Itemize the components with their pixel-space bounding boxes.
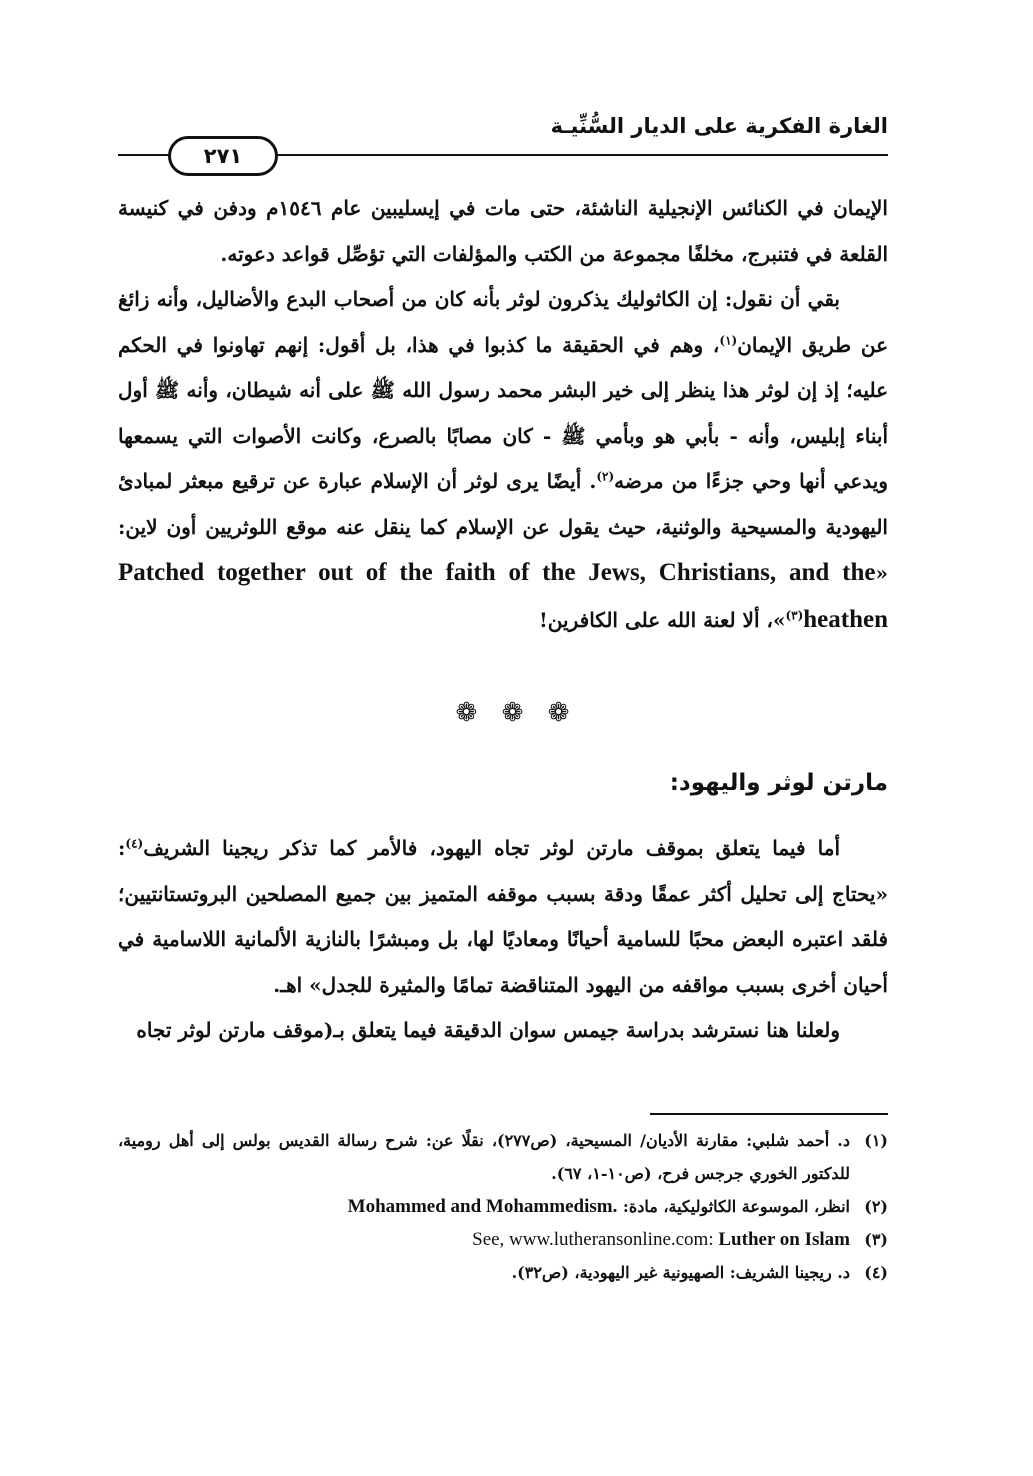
section-text bbox=[118, 826, 888, 1054]
footnote-text: انظر، الموسوعة الكاثوليكية، مادة: bbox=[617, 1197, 850, 1216]
footnotes bbox=[118, 1124, 888, 1289]
english-quote: Patched together out of the faith of the Jews, Christians, and the heathen bbox=[118, 559, 888, 633]
footnote-text: د. ريجينا الشريف: الصهيونية غير اليهودية، (ص٣٢). bbox=[511, 1263, 850, 1282]
footnote-4 bbox=[118, 1256, 888, 1289]
text-run: ، وهم في الحقيقة ما كذبوا في هذا، بل أقول: إنهم تهاونوا في الحكم عليه؛ إذ إن لوثر هذا ينظر إلى خير البشر محمد رسول الله ﷺ على أنه شيطان، وأنه ﷺ أول أبناء إبليس، وأنه - بأبي هو وبأمي ﷺ - كان مصابًا بالصرع، وكانت الأصوات التي يسمعها ويدعي أنها وحي جزءًا من مرضه bbox=[118, 332, 888, 493]
paragraph-4: ولعلنا هنا نسترشد بدراسة جيمس سوان الدقيقة فيما يتعلق بـ(موقف مارتن لوثر تجاه bbox=[136, 1018, 840, 1042]
footnote-3 bbox=[118, 1223, 888, 1256]
footnote-url[interactable]: See, www.lutheransonline.com: bbox=[472, 1229, 719, 1250]
footnote-number: (٢) bbox=[864, 1197, 888, 1216]
section-ornament: ❁ ❁ ❁ bbox=[455, 698, 578, 728]
page-number: ٢٧١ bbox=[168, 136, 278, 176]
footnote-english: Mohammed and Mohammedism. bbox=[347, 1196, 618, 1217]
footnote-2 bbox=[118, 1190, 888, 1223]
footnote-english bbox=[472, 1229, 850, 1250]
text-run: . أيضًا يرى لوثر أن الإسلام عبارة عن ترقيع مبعثر لمبادئ اليهودية والمسيحية والوثنية، حيث يقول عن الإسلام كما ينقل عنه موقع اللوثريين أون لاين: « bbox=[118, 469, 888, 585]
footnote-ref-3[interactable]: (٣) bbox=[785, 607, 804, 622]
footnote-ref-2[interactable]: (٢) bbox=[596, 469, 615, 484]
section-heading: مارتن لوثر واليهود: bbox=[669, 770, 888, 796]
footnote-1 bbox=[118, 1124, 888, 1190]
footnote-ref-4[interactable]: (٤) bbox=[125, 836, 144, 851]
paragraph-3 bbox=[118, 826, 888, 1008]
running-title: الغارة الفكرية على الديار السُّنِّيـة bbox=[550, 114, 888, 138]
footnote-english-title: Luther on Islam bbox=[718, 1229, 850, 1250]
page-header bbox=[118, 100, 888, 170]
footnote-ref-1[interactable]: (١) bbox=[719, 332, 738, 347]
main-text bbox=[118, 186, 888, 643]
text-run: : «يحتاج إلى تحليل أكثر عمقًا ودقة بسبب موقفه المتميز بين جميع المصلحين البروتستانتيين؛ فلقد اعتبره البعض محبًا للسامية أحيانًا ومعاديًا لها، بل ومبشرًا بالنازية الألمانية اللاسامية في أحيان أخرى بسبب مواقفه من اليهود المتناقضة تمامًا والمثيرة للجدل» اهـ. bbox=[118, 836, 888, 997]
footnote-rule bbox=[650, 1113, 888, 1115]
paragraph-2 bbox=[118, 277, 888, 643]
text-run: بقي أن نقول: إن الكاثوليك يذكرون لوثر بأنه كان من أصحاب البدع والأضاليل، وأنه زائغ عن طريق الإيمان bbox=[118, 287, 888, 357]
footnote-number: (٤) bbox=[864, 1263, 888, 1282]
text-run: أما فيما يتعلق بموقف مارتن لوثر تجاه اليهود، فالأمر كما تذكر ريجينا الشريف bbox=[143, 836, 840, 860]
footnote-number: (١) bbox=[864, 1131, 888, 1150]
paragraph-1: الإيمان في الكنائس الإنجيلية الناشئة، حتى مات في إيسليبين عام ١٥٤٦م ودفن في كنيسة القلعة في فتنبرج، مخلفًا مجموعة من الكتب والمؤلفات التي تؤصِّل قواعد دعوته. bbox=[118, 196, 888, 266]
footnote-number: (٣) bbox=[864, 1230, 888, 1249]
text-run: »، ألا لعنة الله على الكافرين! bbox=[539, 607, 786, 632]
footnote-text: د. أحمد شلبي: مقارنة الأديان/ المسيحية، (ص٢٧٧)، نقلًا عن: شرح رسالة القديس بولس إلى أهل رومية، للدكتور الخوري جرجس فرح، (ص١٠-١، ٦٧). bbox=[118, 1131, 850, 1183]
